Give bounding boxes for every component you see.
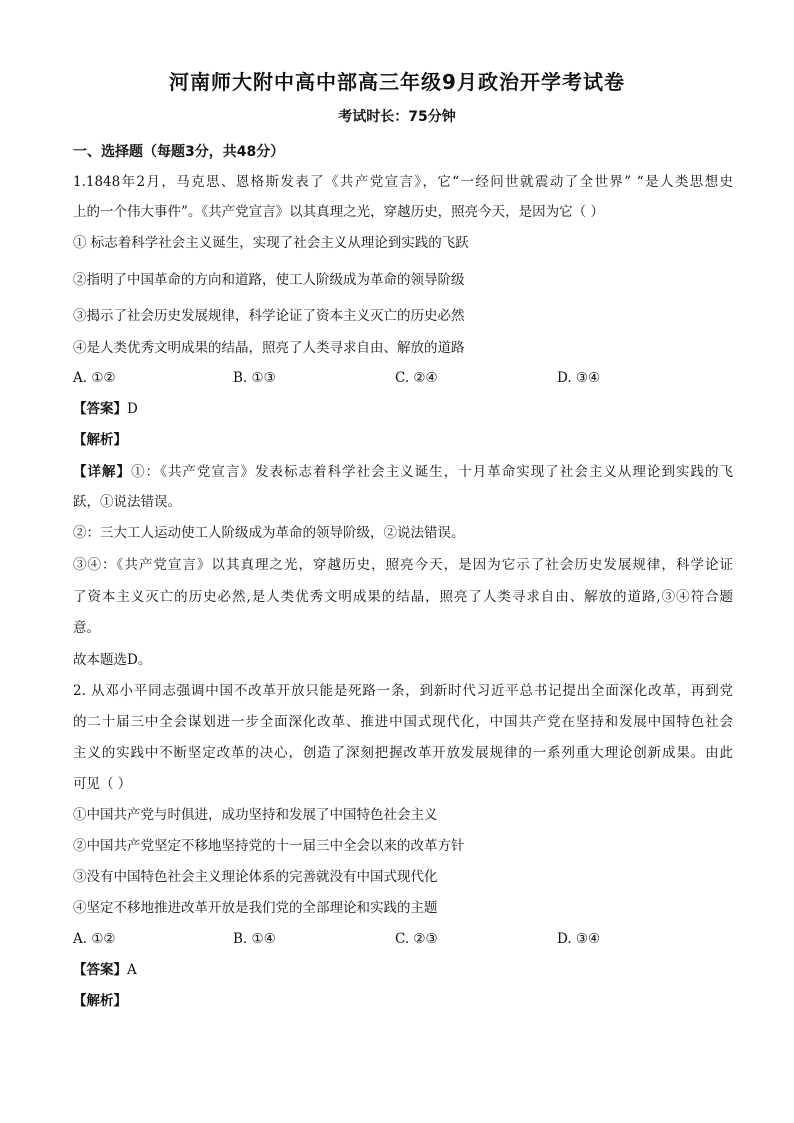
q2-item-1: ①中国共产党与时俱进，成功坚持和发展了中国特色社会主义 xyxy=(73,807,438,823)
q2-option-b: B. ①④ xyxy=(233,931,276,947)
q2-stem-line-4: 可见（ ） xyxy=(73,776,132,792)
q2-item-4: ④坚定不移地推进改革开放是我们党的全部理论和实践的主题 xyxy=(73,900,438,916)
q1-detail-line-6: 意。 xyxy=(73,620,100,636)
q1-item-3: ③揭示了社会历史发展规律，科学论证了资本主义灭亡的历史必然 xyxy=(73,308,465,324)
q1-stem-line-1: 1.1848年2月，马克思、恩格斯发表了《共产党宣言》，它“一经问世就震动了全世界” “是人类思想史 xyxy=(73,174,733,190)
answer-label: 【答案】 xyxy=(73,401,127,417)
q2-option-a: A. ①② xyxy=(73,931,116,947)
page-title: 河南师大附中高中部高三年级9月政治开学考试卷 xyxy=(169,70,625,94)
answer-label: 【答案】 xyxy=(73,962,127,978)
q2-option-c: C. ②③ xyxy=(395,931,438,947)
section-heading: 一、选择题（每题3分，共48分） xyxy=(73,144,285,160)
q2-item-3: ③没有中国特色社会主义理论体系的完善就没有中国式现代化 xyxy=(73,869,438,885)
detail-label: 【详解】 xyxy=(73,464,132,480)
exam-duration: 考试时长：75分钟 xyxy=(338,109,456,125)
q1-option-a: A. ①② xyxy=(73,370,116,386)
q2-answer xyxy=(73,960,733,980)
q1-detail-line-4: ③④：《共产党宣言》以其真理之光，穿越历史，照亮今天，是因为它示了社会历史发展规律，科学论证 xyxy=(73,557,733,573)
q1-item-2: ②指明了中国革命的方向和道路，使工人阶级成为革命的领导阶级 xyxy=(73,272,465,288)
q1-stem-line-2: 上的一个伟大事件”。《共产党宣言》以其真理之光，穿越历史，照亮今天，是因为它（ ） xyxy=(73,204,604,220)
answer-value: D xyxy=(127,401,138,417)
q1-option-c: C. ②④ xyxy=(395,370,438,386)
q1-detail-line-2: 跃，①说法错误。 xyxy=(73,494,181,510)
q2-option-d: D. ③④ xyxy=(557,931,601,947)
q2-stem-line-2: 的二十届三中全会谋划进一步全面深化改革、推进中国式现代化，中国共产党在坚持和发展中国特色社会 xyxy=(73,714,733,730)
q2-item-2: ②中国共产党坚定不移地坚持党的十一届三中全会以来的改革方针 xyxy=(73,838,465,854)
q1-conclusion: 故本题选D。 xyxy=(73,652,152,668)
q1-option-b: B. ①③ xyxy=(233,370,276,386)
q1-analysis-label: 【解析】 xyxy=(73,432,127,448)
q1-detail-line-3: ②：三大工人运动使工人阶级成为革命的领导阶级，②说法错误。 xyxy=(73,525,465,541)
q2-stem-line-1: 2. 从邓小平同志强调中国不改革开放只能是死路一条，到新时代习近平总书记提出全面深化改革，再到党 xyxy=(73,683,733,699)
answer-value: A xyxy=(127,962,137,978)
q1-detail-line-5: 了资本主义灭亡的历史必然,是人类优秀文明成果的结晶，照亮了人类寻求自由、解放的道路,③④符合题 xyxy=(73,589,733,605)
q1-item-4: ④是人类优秀文明成果的结晶，照亮了人类寻求自由、解放的道路 xyxy=(73,340,465,356)
q1-detail-line-1 xyxy=(73,462,733,482)
q1-option-d: D. ③④ xyxy=(557,370,601,386)
q1-item-1: ① 标志着科学社会主义诞生，实现了社会主义从理论到实践的飞跃 xyxy=(73,235,469,251)
q2-stem-line-3: 主义的实践中不断坚定改革的决心，创造了深刻把握改革开放发展规律的一系列重大理论创新成果。由此 xyxy=(73,745,733,761)
q2-analysis-label: 【解析】 xyxy=(73,993,127,1009)
q1-answer xyxy=(73,399,733,419)
detail-text: ①：《共产党宣言》发表标志着科学社会主义诞生，十月革命实现了社会主义从理论到实践的飞 xyxy=(131,464,734,480)
